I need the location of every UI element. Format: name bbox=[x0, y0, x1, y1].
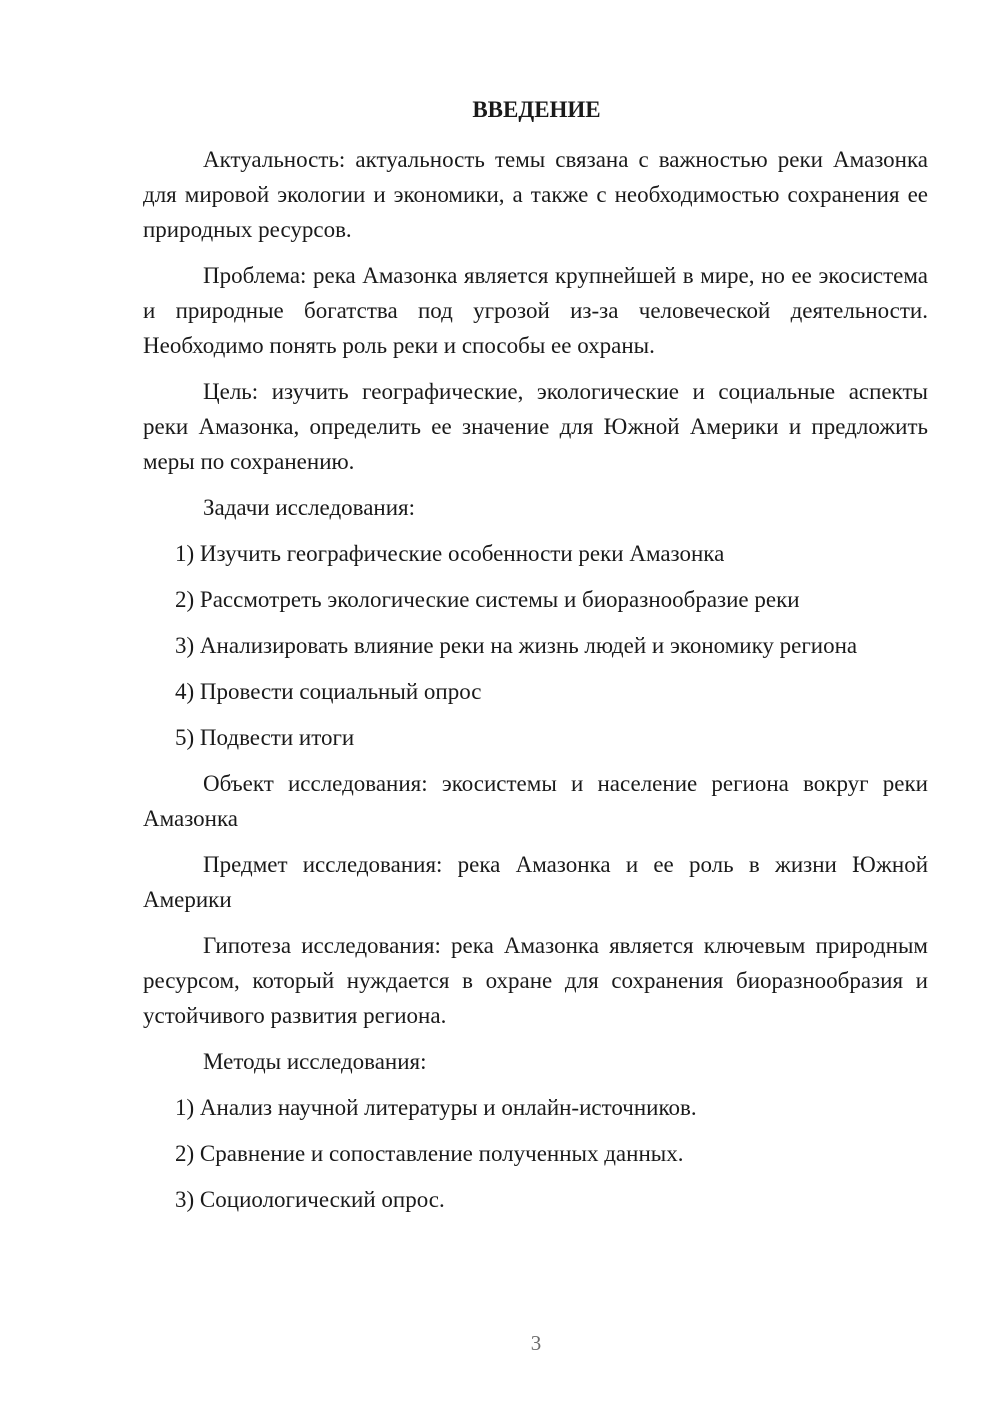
list-item-number: 3) bbox=[175, 633, 195, 658]
page-number: 3 bbox=[530, 1331, 542, 1355]
methods-list bbox=[143, 1090, 928, 1217]
list-item-text: Рассмотреть экологические системы и биоразнообразие реки bbox=[199, 587, 800, 612]
problem-paragraph: Проблема: река Амазонка является крупнейшей в мире, но ее экосистема и природные богатства под угрозой из-за человеческой деятельности. Необходимо понять роль реки и способы ее охраны. bbox=[143, 263, 928, 358]
list-item-number: 3) bbox=[175, 1187, 195, 1212]
list-item bbox=[143, 1182, 928, 1217]
list-item bbox=[143, 582, 928, 617]
list-item-number: 1) bbox=[175, 1095, 195, 1120]
tasks-heading: Задачи исследования: bbox=[203, 495, 416, 520]
methods-heading: Методы исследования: bbox=[203, 1049, 427, 1074]
hypothesis-paragraph: Гипотеза исследования: река Амазонка является ключевым природным ресурсом, который нуждается в охране для сохранения биоразнообразия и устойчивого развития региона. bbox=[143, 933, 928, 1028]
list-item-number: 2) bbox=[175, 587, 195, 612]
list-item bbox=[143, 628, 928, 663]
list-item bbox=[143, 1136, 928, 1171]
list-item bbox=[143, 720, 928, 755]
list-item-number: 5) bbox=[175, 725, 195, 750]
list-item-text: Социологический опрос. bbox=[199, 1187, 445, 1212]
tasks-list bbox=[143, 536, 928, 755]
object-paragraph: Объект исследования: экосистемы и население региона вокруг реки Амазонка bbox=[143, 771, 928, 831]
list-item-text: Провести социальный опрос bbox=[199, 679, 482, 704]
list-item-number: 1) bbox=[175, 541, 195, 566]
section-title: ВВЕДЕНИЕ bbox=[472, 97, 601, 122]
list-item-text: Анализ научной литературы и онлайн-источников. bbox=[199, 1095, 697, 1120]
subject-paragraph: Предмет исследования: река Амазонка и ее роль в жизни Южной Америки bbox=[143, 852, 928, 912]
list-item-number: 4) bbox=[175, 679, 195, 704]
list-item bbox=[143, 674, 928, 709]
list-item-text: Изучить географические особенности реки Амазонка bbox=[199, 541, 725, 566]
goal-paragraph: Цель: изучить географические, экологические и социальные аспекты реки Амазонка, определить ее значение для Южной Америки и предложить меры по сохранению. bbox=[143, 379, 928, 474]
list-item bbox=[143, 1090, 928, 1125]
list-item-text: Подвести итоги bbox=[199, 725, 355, 750]
list-item bbox=[143, 536, 928, 571]
list-item-text: Анализировать влияние реки на жизнь людей и экономику региона bbox=[199, 633, 858, 658]
list-item-text: Сравнение и сопоставление полученных данных. bbox=[199, 1141, 684, 1166]
list-item-number: 2) bbox=[175, 1141, 195, 1166]
relevance-paragraph: Актуальность: актуальность темы связана с важностью реки Амазонка для мировой экологии и экономики, а также с необходимостью сохранения ее природных ресурсов. bbox=[143, 147, 928, 242]
document-body bbox=[143, 94, 928, 1228]
